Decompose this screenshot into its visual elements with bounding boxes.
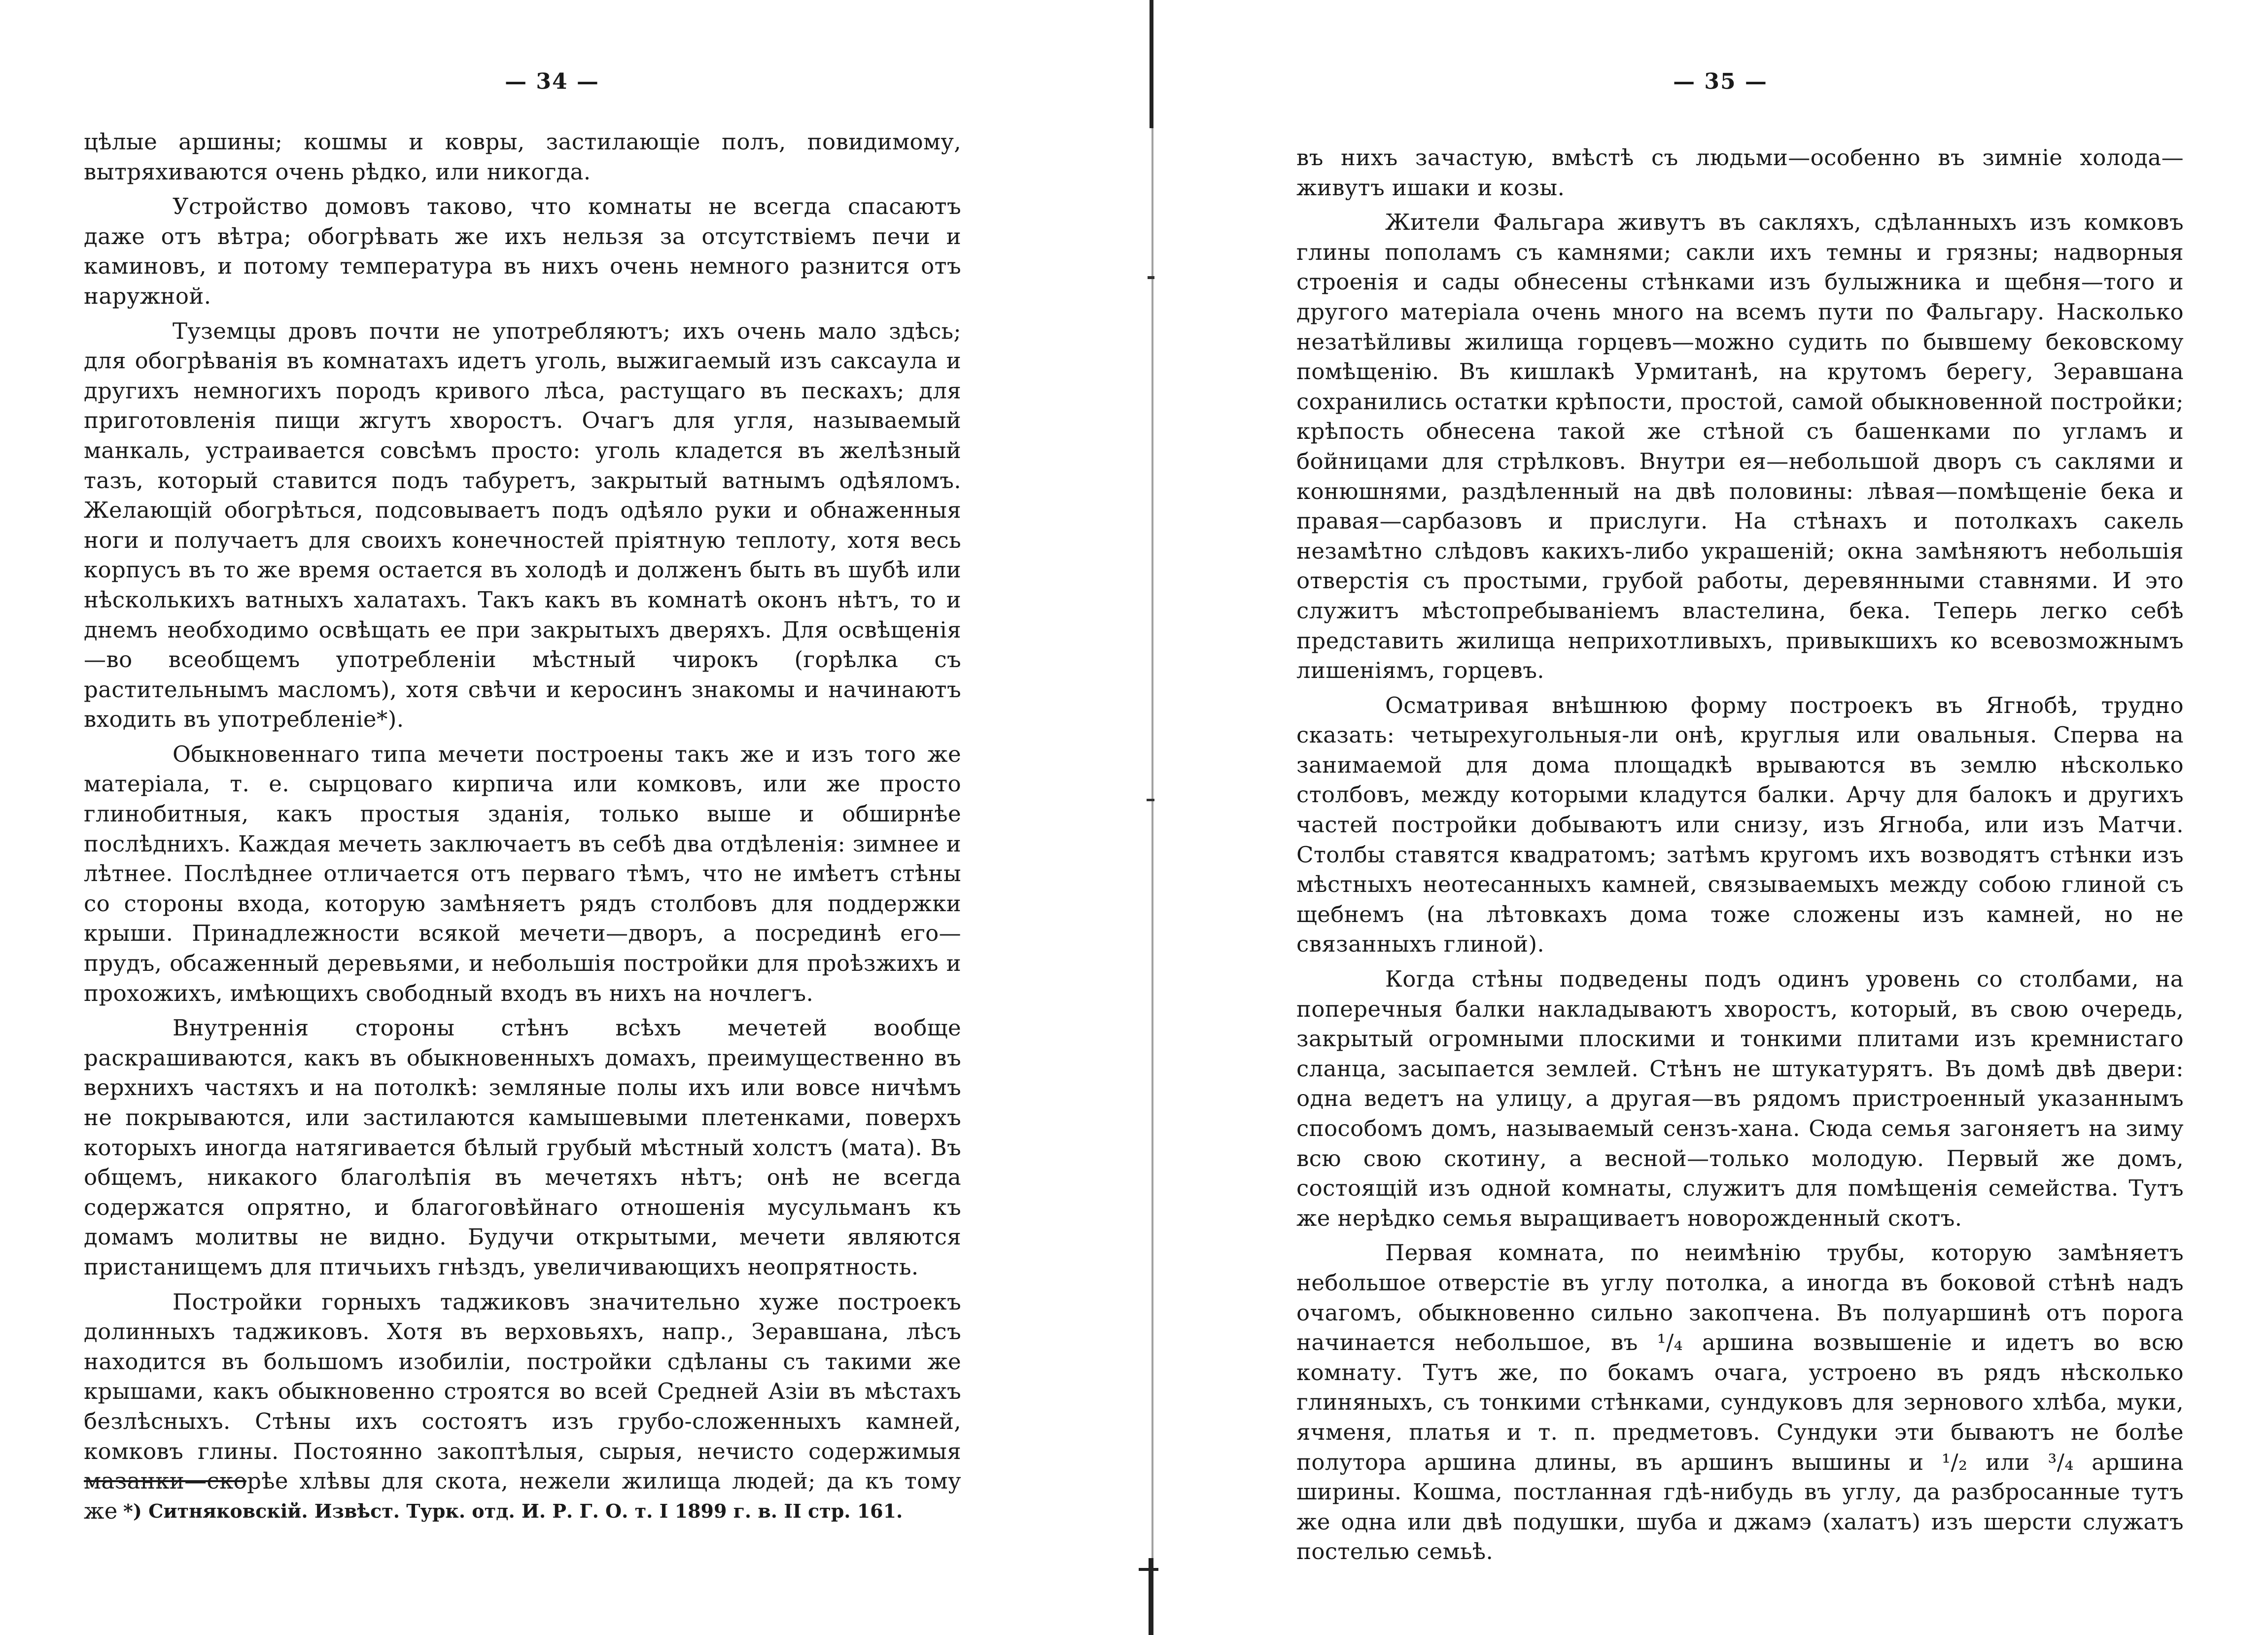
paragraph: Осматривая внѣшнюю форму построекъ въ Ягнобѣ, трудно сказать: четырехугольныя-ли онѣ, круглыя или овальныя. Сперва на занимаемой для дома площадкѣ врываются въ землю нѣсколько столбовъ, между которыми кладутся балки. Арчу для балокъ и другихъ частей постройки добываютъ или снизу, изъ Ягноба, или изъ Матчи. Столбы ставятся квадратомъ; затѣмъ кругомъ ихъ возводятъ стѣнки изъ мѣстныхъ неотесанныхъ камней, связываемыхъ между собою глиной съ щебнемъ (на лѣтовкахъ дома тоже сложены изъ камней, но не связанныхъ глиной). [1296,692,2184,958]
page-number-35: — 35 — [1673,69,1768,94]
paragraph: Внутреннія стороны стѣнъ всѣхъ мечетей вообще раскрашиваются, какъ въ обыкновенныхъ домахъ, преимущественно въ верхнихъ частяхъ и на потолкѣ: земляные полы ихъ или вовсе ничѣмъ не покрываются, или застилаются камышевыми плетенками, поверхъ которыхъ иногда натягивается бѣлый грубый мѣстный холстъ (мата). Въ общемъ, никакого благолѣпія въ мечетяхъ нѣтъ; онѣ не всегда содержатся опрятно, и благоговѣйнаго отношенія мусульманъ къ домамъ молитвы не видно. Будучи открытыми, мечети являются пристанищемъ для птичьихъ гнѣздъ, увеличивающихъ неопрятность. [84,1015,961,1280]
paragraph: Устройство домовъ таково, что комнаты не всегда спасаютъ даже отъ вѣтра; обогрѣвать же ихъ нельзя за отсутствіемъ печи и каминовъ, и потому температура въ нихъ очень немного разнится отъ наружной. [84,193,961,309]
paragraph: Когда стѣны подведены подъ одинъ уровень со столбами, на поперечныя балки накладываютъ хворостъ, который, въ свою очередь, закрытый огромными плоскими и тонкими плитами изъ кремнистаго сланца, засыпается землей. Стѣнъ не штукатурятъ. Въ домѣ двѣ двери: одна ведетъ на улицу, а другая—въ рядомъ пристроенный указаннымъ способомъ домъ, называемый сензъ-хана. Сюда семья загоняетъ на зиму всю свою скотину, а весной—только молодую. Первый же домъ, состоящій изъ одной комнаты, служитъ для помѣщенія семейства. Тутъ же нерѣдко семья выращиваетъ новорожденный скотъ. [1296,966,2184,1231]
page-number-34: — 34 — [505,69,599,94]
paragraph: Жители Фальгара живутъ въ сакляхъ, сдѣланныхъ изъ комковъ глины пополамъ съ камнями; сакли ихъ темны и грязны; надворныя строенія и сады обнесены стѣнками изъ булыжника и щебня—того и другого матеріала очень много на всемъ пути по Фальгару. Насколько незатѣйливы жилища горцевъ—можно судить по бывшему бековскому помѣщенію. Въ кишлакѣ Урмитанѣ, на крутомъ берегу, Зеравшана сохранились остатки крѣпости, простой, самой обыкновенной постройки; крѣпость обнесена такой же стѣной съ башенками по угламъ и бойницами для стрѣлковъ. Внутри ея—небольшой дворъ съ саклями и конюшнями, раздѣленный на двѣ половины: лѣвая—помѣщеніе бека и правая—сарбазовъ и прислуги. На стѣнахъ и потолкахъ сакель незамѣтно слѣдовъ какихъ-либо украшеній; окна замѣняютъ небольшія отверстія съ простыми, грубой работы, деревянными ставнями. И это служитъ мѣстопребываніемъ властелина, бека. Теперь легко себѣ представить жилища неприхотливыхъ, привыкшихъ ко всевозможнымъ лишеніямъ, горцевъ. [1296,209,2184,684]
footnote-divider [84,1480,246,1482]
paragraph: Первая комната, по неимѣнію трубы, которую замѣняетъ небольшое отверстіе въ углу потолка, а иногда въ боковой стѣнѣ надъ очагомъ, обыкновенно сильно закопчена. Въ полуаршинѣ отъ порога начинается небольшое, въ ¹/₄ аршина возвышеніе и идетъ во всю комнату. Тутъ же, по бокамъ очага, устроено въ рядъ нѣсколько глиняныхъ, съ тонкими стѣнками, сундуковъ для зернового хлѣба, муки, ячменя, платья и т. п. предметовъ. Сундуки эти бываютъ не болѣе полутора аршина длины, въ аршинъ вышины и ¹/₂ или ³/₄ аршина ширины. Кошма, постланная гдѣ-нибудь въ углу, да разбросанные тутъ же одна или двѣ подушки, шуба и джамэ (халатъ) изъ шерсти служатъ постелью семьѣ. [1296,1240,2184,1565]
paragraph: въ нихъ зачастую, вмѣстѣ съ людьми—особенно въ зимніе холода—живутъ ишаки и козы. [1296,144,2184,201]
paragraph: Обыкновеннаго типа мечети построены такъ же и изъ того же матеріала, т. е. сырцоваго кирпича или комковъ, или же просто глинобитныя, какъ простыя зданія, только выше и обширнѣе послѣднихъ. Каждая мечеть заключаетъ въ себѣ два отдѣленія: зимнее и лѣтнее. Послѣднее отличается отъ перваго тѣмъ, что не имѣетъ стѣны со стороны входа, которую замѣняетъ рядъ столбовъ для поддержки крыши. Принадлежности всякой мечети—дворъ, а посрединѣ его—прудъ, обсаженный деревьями, и небольшія постройки для проѣзжихъ и прохожихъ, имѣющихъ свободный входъ въ нихъ на ночлегъ. [84,741,962,1006]
paragraph: Туземцы дровъ почти не употребляютъ; ихъ очень мало здѣсь; для обогрѣванія въ комнатахъ идетъ уголь, выжигаемый изъ саксаула и другихъ немногихъ породъ кривого лѣса, растущаго въ пескахъ; для приготовленія пищи жгутъ хворостъ. Очагъ для угля, называемый манкаль, устраивается совсѣмъ просто: уголь кладется въ желѣзный тазъ, который ставится подъ табуретъ, закрытый ватнымъ одѣяломъ. Желающій обогрѣться, подсовываетъ подъ одѣяло руки и обнаженныя ноги и получаетъ для своихъ конечностей пріятную теплоту, хотя весь корпусъ въ то же время остается въ холодѣ и долженъ быть въ шубѣ или нѣсколькихъ ватныхъ халатахъ. Такъ какъ въ комнатѣ оконъ нѣтъ, то и днемъ необходимо освѣщать ее при закрытыхъ дверяхъ. Для освѣщенія—во всеобщемъ употребленіи мѣстный чирокъ (горѣлка съ растительнымъ масломъ), хотя свѣчи и керосинъ знакомы и начинаютъ входить въ употребленіе*). [84,318,961,733]
left-page-text [84,127,961,1531]
right-page-text [1296,143,2184,1572]
footnote: *) Ситняковскій. Извѣст. Турк. отд. И. Р. Г. О. т. I 1899 г. в. II стр. 161. [123,1500,903,1522]
paragraph: Постройки горныхъ таджиковъ значительно хуже построекъ долинныхъ таджиковъ. Хотя въ верховьяхъ, напр., Зеравшана, лѣсъ находится въ большомъ изобиліи, постройки сдѣланы съ такими же крышами, какъ обыкновенно строятся во всей Средней Азіи въ мѣстахъ безлѣсныхъ. Стѣны ихъ состоятъ изъ грубо-сложенныхъ камней, комковъ глины. Постоянно закоптѣлыя, сырыя, нечисто содержимыя мазанки—скорѣе хлѣвы для скота, нежели жилища людей; да къ тому же [84,1288,961,1524]
paragraph: цѣлые аршины; кошмы и ковры, застилающіе полъ, повидимому, вытряхиваются очень рѣдко, или никогда. [84,129,961,185]
right-page [1149,0,2268,1635]
